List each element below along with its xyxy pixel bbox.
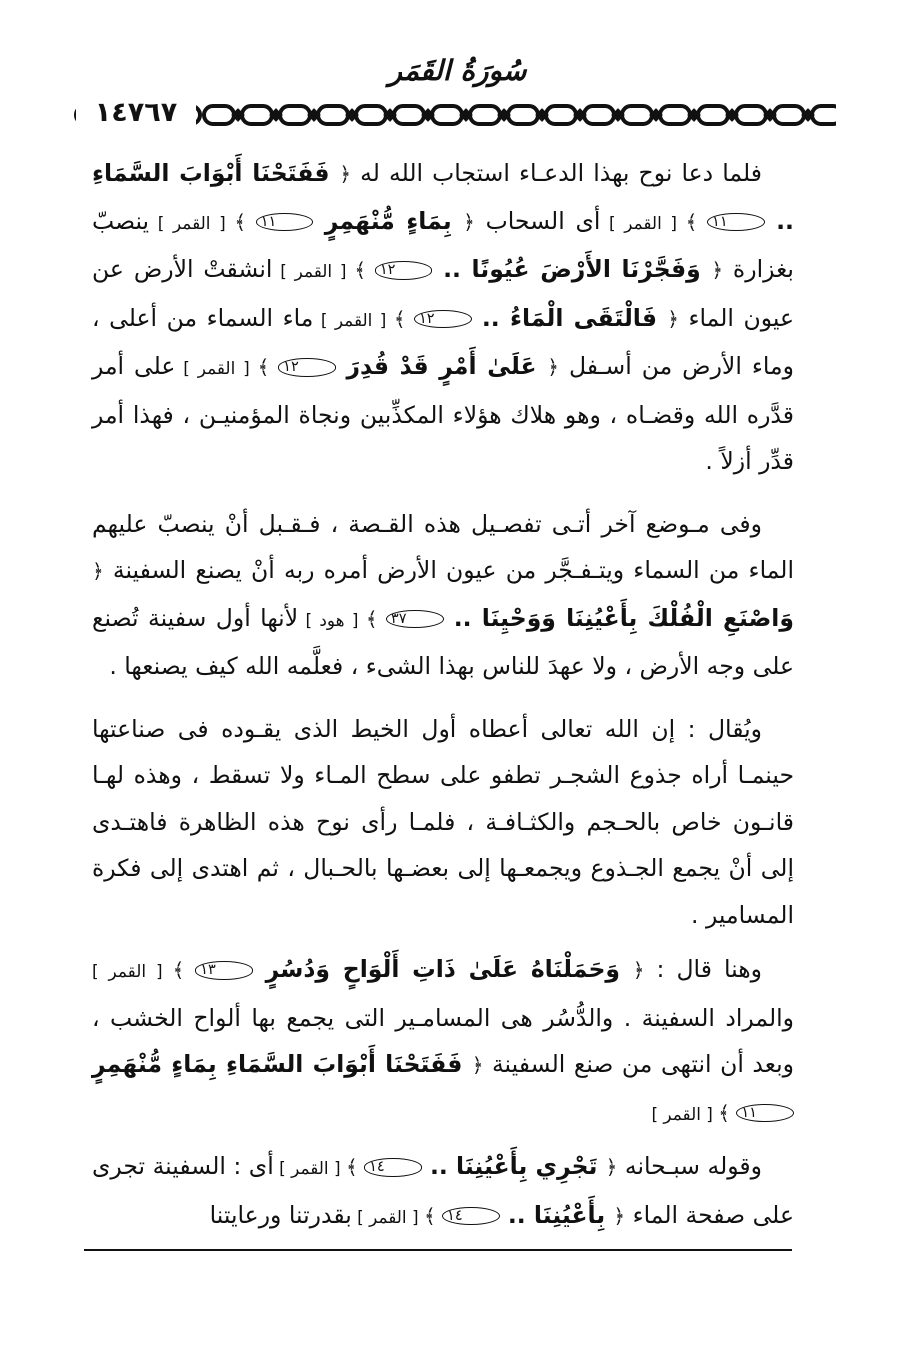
paragraph (92, 1143, 794, 1240)
verse-bracket: ﴾ (354, 258, 375, 282)
body-text: بقدرتنا ورعايتنا (209, 1200, 352, 1229)
chain-link (698, 106, 728, 124)
verse-number: ١٤ (364, 1158, 422, 1176)
body-text: لأنها أول سفينة تُصنع على وجه الأرض ، ولا عهدَ للناس بهذا الشىء ، فعلَّمه الله كيف يصنعها . (92, 603, 794, 680)
chain-link (812, 106, 836, 124)
verse-reference: [ القمر ] (92, 961, 173, 981)
verse-reference: [ القمر ] (273, 1158, 347, 1178)
chain-link (280, 106, 310, 124)
quran-verse: تَجْرِي بِأَعْيُنِنَا .. (421, 1152, 606, 1180)
chain-link (660, 106, 690, 124)
verse-number: ١٢ (414, 310, 472, 328)
body-text: فلما دعا نوح بهذا الدعـاء استجاب الله له (351, 159, 762, 187)
quran-verse: بِمَاءٍ مُّنْهَمِرٍ (313, 206, 464, 235)
quran-verse: فَالْتَقَى الْمَاءُ .. (471, 303, 668, 332)
chain-link (546, 106, 576, 124)
quran-verse: عَلَىٰ أَمْرٍ قَدْ قُدِرَ (335, 352, 548, 380)
body-text: على أمر قدَّره الله وقضـاه ، وهو هلاك هؤلاء المكذِّبين ونجاة المؤمنيـن ، فهذا أمر قدِّر أزلاً . (92, 352, 794, 475)
chain-link (470, 106, 500, 124)
verse-bracket: ﴿ (632, 958, 645, 982)
verse-reference: [ القمر ] (272, 261, 355, 281)
paragraph (92, 501, 794, 690)
chain-link (736, 106, 766, 124)
body-text: والمراد السفينة . والدُّسُر هى المسامـير التى يجمع بها ألواح الخشب ، وبعد أن انتهى من صنع السفينة (92, 1003, 794, 1078)
quran-verse: فَفَتَحْنَا أَبْوَابَ السَّمَاءِ بِمَاءٍ مُّنْهَمِرٍ (92, 1050, 472, 1078)
body-text: أى : السفينة تجرى على صفحة الماء (92, 1152, 794, 1229)
verse-reference: [ هود ] (298, 609, 366, 630)
verse-number: ١٣ (195, 961, 253, 979)
verse-bracket: ﴿ (711, 258, 724, 282)
verse-bracket: ﴾ (718, 1100, 737, 1125)
verse-reference: [ القمر ] (651, 1103, 719, 1124)
verse-bracket: ﴾ (685, 209, 707, 234)
chain-link (584, 106, 614, 124)
page-number: ١٤٧٦٧ (76, 98, 196, 128)
chain-link (394, 106, 424, 124)
chain-link (774, 106, 804, 124)
body-text: وفى مـوضع آخر أتـى تفصـيل هذه القـصة ، فـقـبل أنْ ينصبّ عليهم الماء من السماء ويتـفـجَّر من عيون الأرض أمره ربه أنْ يصنع السفينة (92, 509, 794, 584)
bottom-rule (84, 1249, 792, 1251)
page-body (92, 150, 794, 1256)
verse-number: ١٤ (442, 1207, 500, 1225)
verse-number: ١١ (707, 213, 765, 231)
body-text: ماء السماء من أعلى ، وماء الأرض من أسـفل (92, 303, 794, 380)
chain-link (508, 106, 538, 124)
verse-bracket: ﴾ (234, 209, 256, 234)
verse-reference: [ القمر ] (351, 1206, 424, 1227)
verse-bracket: ﴿ (547, 355, 559, 379)
chain-link (432, 106, 462, 124)
verse-number: ١١ (736, 1104, 794, 1122)
body-text: وقوله سبـحانه (617, 1152, 762, 1180)
body-text: ينصبّ بغزارة (92, 206, 794, 283)
chain-link (622, 106, 652, 124)
quran-verse: فَفَتَحْنَا أَبْوَابَ السَّمَاءِ .. (92, 159, 794, 235)
verse-bracket: ﴾ (172, 958, 196, 982)
verse-reference: [ القمر ] (313, 309, 394, 330)
verse-bracket: ﴿ (605, 1155, 618, 1179)
paragraph (92, 706, 794, 939)
verse-bracket: ﴿ (463, 209, 475, 234)
quran-verse: وَحَمَلْنَاهُ عَلَىٰ ذَاتِ أَلْوَاحٍ وَدُسُرٍ (252, 955, 633, 983)
verse-number: ١١ (256, 213, 314, 231)
body-text: ويُقال : إن الله تعالى أعطاه أول الخيط الذى يقـوده فى صناعتها حينمـا أراه جذوع الشجـر تطفو على سطح المـاء ولا تسقط ، وهذه لهـا قانـون خاص بالحـجم والكثـافـة ، فلمـا رأى نوح هذه الظاهرة فاهتـدى إلى أنْ يجمع الجـذوع ويجمعـها إلى بعضـها بالحـبال ، ثم اهتدى إلى فكرة المسامير . (92, 714, 794, 929)
paragraph (92, 946, 794, 1137)
body-text: انشقتْ الأرض عن عيون الماء (92, 255, 795, 332)
verse-number: ٣٧ (386, 610, 444, 628)
verse-reference: [ القمر ] (149, 212, 235, 233)
quran-verse: بِأَعْيُنِنَا .. (499, 1200, 614, 1229)
paragraph (92, 150, 794, 485)
quran-verse: وَاصْنَعِ الْفُلْكَ بِأَعْيُنِنَا وَوَحْيِنَا .. (443, 603, 794, 632)
body-text: أى السحاب (474, 206, 601, 235)
verse-reference: [ القمر ] (600, 212, 686, 233)
verse-bracket: ﴾ (423, 1203, 443, 1228)
verse-number: ١٢ (375, 261, 433, 279)
chain-link (204, 106, 234, 124)
body-text: وهنا قال : (644, 955, 762, 983)
verse-bracket: ﴿ (92, 559, 104, 583)
surah-title: سُورَةُ القَمَر (388, 54, 527, 87)
chain-link (318, 106, 348, 124)
verse-bracket: ﴾ (346, 1155, 365, 1179)
chain-link (356, 106, 386, 124)
verse-bracket: ﴿ (471, 1053, 484, 1077)
verse-bracket: ﴾ (365, 606, 386, 631)
verse-number: ١٢ (278, 358, 336, 376)
chain-link (242, 106, 272, 124)
verse-bracket: ﴾ (393, 306, 414, 331)
verse-bracket: ﴿ (613, 1203, 626, 1228)
verse-reference: [ القمر ] (175, 358, 258, 378)
verse-bracket: ﴿ (339, 162, 352, 186)
quran-verse: وَفَجَّرْنَا الأَرْضَ عُيُونًا .. (432, 255, 712, 283)
verse-bracket: ﴿ (667, 306, 679, 331)
verse-bracket: ﴾ (257, 355, 279, 379)
